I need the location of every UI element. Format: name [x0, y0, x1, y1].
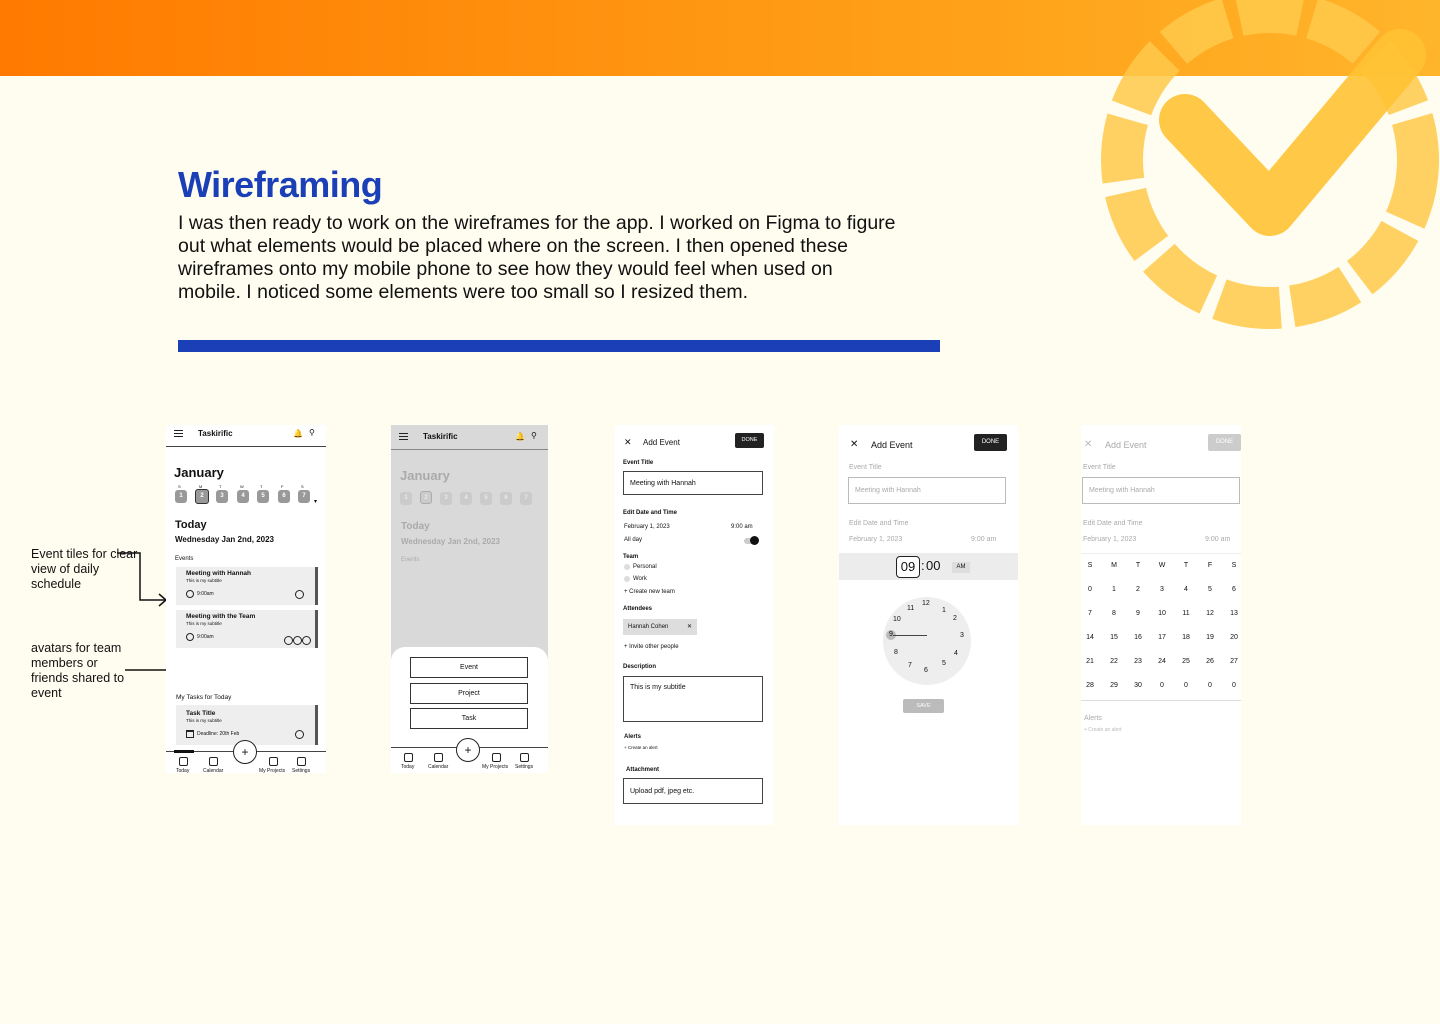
weekday-label: T	[1183, 562, 1189, 569]
annotation-avatars: avatars for team members or friends shared to event	[31, 641, 125, 700]
time-value[interactable]: 9:00 am	[1205, 536, 1231, 543]
time-colon: :	[921, 558, 925, 573]
wireframe-add-event	[615, 425, 774, 825]
weekday-label: F	[1207, 562, 1213, 569]
month-title: January	[174, 465, 224, 480]
date-cell[interactable]: 0	[1088, 586, 1092, 593]
task-checkbox[interactable]	[295, 730, 304, 739]
events-label: Events	[175, 556, 194, 562]
edit-date-label: Edit Date and Time	[623, 510, 677, 516]
settings-nav-icon[interactable]	[297, 757, 306, 766]
day-letter: W	[240, 484, 244, 489]
day-chip[interactable]: 5	[257, 490, 269, 503]
create-alert-link[interactable]: + Create an alert	[624, 745, 658, 750]
date-cell[interactable]: 18	[1182, 634, 1190, 641]
date-cell[interactable]: 24	[1158, 658, 1166, 665]
nav-label-projects[interactable]: My Projects	[259, 768, 286, 773]
clock-number[interactable]: 2	[953, 615, 957, 622]
date-cell[interactable]: 21	[1086, 658, 1094, 665]
day-chip-selected[interactable]: 2	[420, 491, 432, 504]
remove-chip-icon[interactable]: ✕	[686, 624, 692, 630]
date-cell[interactable]: 14	[1086, 634, 1094, 641]
date-cell[interactable]: 17	[1158, 634, 1166, 641]
events-label: Events	[401, 557, 420, 563]
description-field[interactable]: This is my subtitle	[623, 676, 763, 722]
date-cell[interactable]: 0	[1208, 682, 1212, 689]
hamburger-menu-icon[interactable]	[399, 433, 408, 440]
clock-number[interactable]: 7	[908, 662, 912, 669]
attachment-field[interactable]: Upload pdf, jpeg etc.	[623, 778, 763, 804]
team-label: Team	[623, 554, 639, 560]
page-title: Wireframing	[178, 164, 383, 205]
today-nav-icon[interactable]	[404, 753, 413, 762]
day-letter: F	[281, 484, 284, 489]
weekday-label: S	[1087, 562, 1093, 569]
event-title-field[interactable]: Meeting with Hannah	[1082, 477, 1240, 504]
clock-hand	[893, 635, 927, 636]
wireframe-home	[166, 425, 326, 773]
event-tile[interactable]	[176, 567, 318, 605]
add-fab-button[interactable]: +	[456, 738, 480, 762]
edit-date-label: Edit Date and Time	[849, 520, 909, 527]
calendar-icon	[186, 730, 194, 738]
nav-label-today[interactable]: Today	[176, 768, 190, 773]
task-title: Task Title	[186, 710, 216, 717]
close-icon[interactable]: ✕	[850, 439, 859, 450]
clock-icon	[186, 590, 194, 598]
time-value[interactable]: 9:00 am	[731, 524, 753, 530]
day-chip[interactable]: 7	[298, 490, 310, 503]
header-line	[391, 449, 548, 450]
section-divider	[178, 340, 940, 352]
today-heading: Today	[175, 519, 207, 531]
nav-active-indicator	[174, 750, 194, 753]
day-chip[interactable]: 5	[480, 492, 492, 505]
weekday-label: W	[1158, 562, 1166, 569]
date-cell[interactable]: 7	[1088, 610, 1092, 617]
close-icon[interactable]: ✕	[1084, 439, 1093, 450]
clock-number[interactable]: 11	[907, 605, 915, 612]
time-value[interactable]: 9:00 am	[971, 536, 997, 543]
all-day-toggle[interactable]	[744, 538, 758, 544]
nav-label-calendar[interactable]: Calendar	[203, 768, 224, 773]
event-title-label: Event Title	[849, 464, 882, 471]
task-deadline: Deadline: 20th Feb	[197, 731, 240, 737]
day-chip[interactable]: 3	[216, 490, 228, 503]
avatar	[302, 636, 311, 645]
today-nav-icon[interactable]	[179, 757, 188, 766]
date-cell[interactable]: 16	[1134, 634, 1142, 641]
date-cell[interactable]: 30	[1134, 682, 1142, 689]
attendee-chip[interactable]	[623, 619, 697, 635]
today-heading: Today	[401, 521, 430, 532]
clock-number[interactable]: 12	[922, 600, 930, 607]
date-cell[interactable]: 5	[1208, 586, 1212, 593]
date-cell[interactable]: 6	[1232, 586, 1236, 593]
day-chip[interactable]: 7	[520, 492, 532, 505]
day-chip[interactable]: 3	[440, 492, 452, 505]
day-chip[interactable]: 6	[278, 490, 290, 503]
attendees-label: Attendees	[623, 606, 653, 612]
attachment-label: Attachment	[626, 767, 660, 773]
date-cell[interactable]: 22	[1110, 658, 1118, 665]
date-value[interactable]: February 1, 2023	[849, 536, 903, 543]
radio-icon[interactable]	[624, 576, 630, 582]
clock-number[interactable]: 3	[960, 632, 964, 639]
date-line: Wednesday Jan 2nd, 2023	[401, 537, 501, 546]
date-cell[interactable]: 27	[1230, 658, 1238, 665]
projects-nav-icon[interactable]	[269, 757, 278, 766]
clock-number-selected[interactable]: 9	[886, 630, 896, 640]
date-line: Wednesday Jan 2nd, 2023	[175, 535, 275, 544]
bell-icon[interactable]: 🔔	[293, 429, 303, 438]
radio-icon[interactable]	[624, 564, 630, 570]
weekday-label: M	[1111, 562, 1117, 569]
clock-number[interactable]: 5	[942, 660, 946, 667]
screen-title: Add Event	[1105, 440, 1147, 450]
invite-link[interactable]: + Invite other people	[624, 644, 679, 650]
event-tile[interactable]	[176, 610, 318, 648]
date-cell[interactable]: 0	[1232, 682, 1236, 689]
day-letter: T	[260, 484, 263, 489]
avatar	[295, 590, 304, 599]
clock-number[interactable]: 4	[954, 650, 958, 657]
done-button[interactable]: DONE	[735, 433, 764, 448]
date-cell[interactable]: 26	[1206, 658, 1214, 665]
date-cell[interactable]: 9	[1136, 610, 1140, 617]
intro-paragraph: I was then ready to work on the wireframes for the app. I worked on Figma to figure out what elements would be placed where on the screen. I then opened these wireframes onto my mobile phone to see how they would feel when used on mobile. I noticed some elements were too small so I resized them.	[178, 212, 896, 303]
date-cell[interactable]: 8	[1112, 610, 1116, 617]
week-strip	[174, 484, 319, 508]
event-subtitle: This is my subtitle	[186, 578, 222, 583]
calendar-nav-icon[interactable]	[434, 753, 443, 762]
chevron-down-icon[interactable]: ▾	[314, 499, 318, 505]
day-letter: S	[301, 484, 304, 489]
date-cell[interactable]: 1	[1112, 586, 1116, 593]
task-tile[interactable]	[176, 705, 318, 745]
header-line	[166, 446, 326, 447]
clock-number[interactable]: 6	[924, 667, 928, 674]
event-subtitle: This is my subtitle	[186, 621, 222, 626]
app-name: Taskirific	[198, 429, 233, 438]
day-chip[interactable]: 1	[175, 490, 187, 503]
hamburger-menu-icon[interactable]	[174, 430, 183, 437]
date-cell[interactable]: 29	[1110, 682, 1118, 689]
edit-date-label: Edit Date and Time	[1083, 520, 1143, 527]
date-cell[interactable]: 13	[1230, 610, 1238, 617]
date-cell[interactable]: 20	[1230, 634, 1238, 641]
nav-label-today[interactable]: Today	[401, 764, 415, 770]
nav-label-projects[interactable]: My Projects	[482, 764, 509, 770]
clock-number[interactable]: 1	[942, 607, 946, 614]
add-project-option[interactable]: Project	[410, 683, 528, 704]
done-button[interactable]: DONE	[1208, 434, 1241, 451]
date-cell[interactable]: 0	[1184, 682, 1188, 689]
team-option-personal[interactable]: Personal	[633, 564, 657, 570]
event-time: 9:00am	[197, 591, 214, 597]
team-option-work[interactable]: Work	[633, 576, 647, 582]
day-letter: M	[199, 484, 203, 489]
event-title-label: Event Title	[1083, 464, 1116, 471]
all-day-label: All day	[624, 537, 643, 543]
date-cell[interactable]: 25	[1182, 658, 1190, 665]
projects-nav-icon[interactable]	[492, 753, 501, 762]
tasks-heading: My Tasks for Today	[176, 694, 232, 701]
search-icon[interactable]: ⚲	[309, 428, 315, 437]
day-letter: T	[219, 484, 222, 489]
day-chip-selected[interactable]: 2	[195, 489, 209, 504]
weekday-label: S	[1231, 562, 1237, 569]
date-cell[interactable]: 15	[1110, 634, 1118, 641]
ampm-toggle[interactable]: AM	[952, 562, 970, 573]
minute-input[interactable]: 00	[926, 558, 941, 573]
event-title-field[interactable]: Meeting with Hannah	[623, 471, 763, 495]
description-label: Description	[623, 664, 657, 670]
weekday-label: T	[1135, 562, 1141, 569]
nav-label-calendar[interactable]: Calendar	[428, 764, 449, 770]
date-value[interactable]: February 1, 2023	[1083, 536, 1137, 543]
avatar-group	[284, 632, 316, 642]
calendar-grid	[1081, 553, 1241, 701]
day-chip[interactable]: 1	[400, 492, 412, 505]
date-cell[interactable]: 0	[1160, 682, 1164, 689]
day-chip[interactable]: 4	[460, 492, 472, 505]
add-fab-button[interactable]: +	[233, 740, 257, 764]
wireframe-date-picker	[1081, 425, 1241, 825]
wireframe-time-picker	[839, 425, 1018, 825]
date-cell[interactable]: 4	[1184, 586, 1188, 593]
alerts-label: Alerts	[624, 734, 642, 740]
date-cell[interactable]: 2	[1136, 586, 1140, 593]
annotation-event-tiles: Event tiles for clear view of daily schedule	[31, 547, 138, 591]
date-cell[interactable]: 28	[1086, 682, 1094, 689]
hour-input[interactable]: 09	[896, 556, 920, 578]
create-alert-link[interactable]: + Create an alert	[1084, 727, 1122, 733]
screen-title: Add Event	[871, 440, 913, 450]
day-chip[interactable]: 6	[500, 492, 512, 505]
avatar	[293, 636, 302, 645]
settings-nav-icon[interactable]	[520, 753, 529, 762]
checkmark-logo-icon	[1080, 0, 1440, 340]
clock-number[interactable]: 8	[894, 649, 898, 656]
event-title: Meeting with the Team	[186, 613, 256, 620]
date-value[interactable]: February 1, 2023	[624, 524, 670, 530]
event-time: 9:00am	[197, 634, 214, 640]
save-button[interactable]: SAVE	[903, 699, 944, 713]
calendar-nav-icon[interactable]	[209, 757, 218, 766]
wireframe-add-menu	[391, 425, 548, 773]
date-cell[interactable]: 3	[1160, 586, 1164, 593]
avatar	[284, 636, 293, 645]
nav-label-settings[interactable]: Settings	[292, 768, 311, 773]
clock-icon	[186, 633, 194, 641]
week-strip	[399, 486, 544, 508]
day-letter: S	[178, 484, 181, 489]
event-title: Meeting with Hannah	[186, 570, 251, 577]
event-title-label: Event Title	[623, 460, 654, 466]
search-icon[interactable]: ⚲	[531, 431, 537, 440]
attendee-name: Hannah Cohen	[628, 624, 669, 630]
nav-label-settings[interactable]: Settings	[515, 764, 534, 770]
date-cell[interactable]: 23	[1134, 658, 1142, 665]
task-subtitle: This is my subtitle	[186, 718, 222, 723]
add-task-option[interactable]: Task	[410, 708, 528, 729]
create-team-link[interactable]: + Create new team	[624, 589, 675, 595]
date-cell[interactable]: 11	[1182, 610, 1190, 617]
alerts-label: Alerts	[1084, 715, 1102, 722]
date-cell[interactable]: 10	[1158, 610, 1166, 617]
app-name: Taskirific	[423, 432, 458, 441]
done-button[interactable]: DONE	[974, 434, 1007, 451]
bell-icon[interactable]: 🔔	[515, 432, 525, 441]
date-cell[interactable]: 12	[1206, 610, 1214, 617]
clock-face[interactable]	[883, 597, 971, 685]
date-cell[interactable]: 19	[1206, 634, 1214, 641]
screen-title: Add Event	[643, 438, 680, 447]
close-icon[interactable]: ✕	[624, 437, 632, 447]
day-chip[interactable]: 4	[237, 490, 249, 503]
event-title-field[interactable]: Meeting with Hannah	[848, 477, 1006, 504]
clock-number[interactable]: 10	[893, 616, 901, 623]
month-title: January	[400, 468, 450, 483]
add-event-option[interactable]: Event	[410, 657, 528, 678]
